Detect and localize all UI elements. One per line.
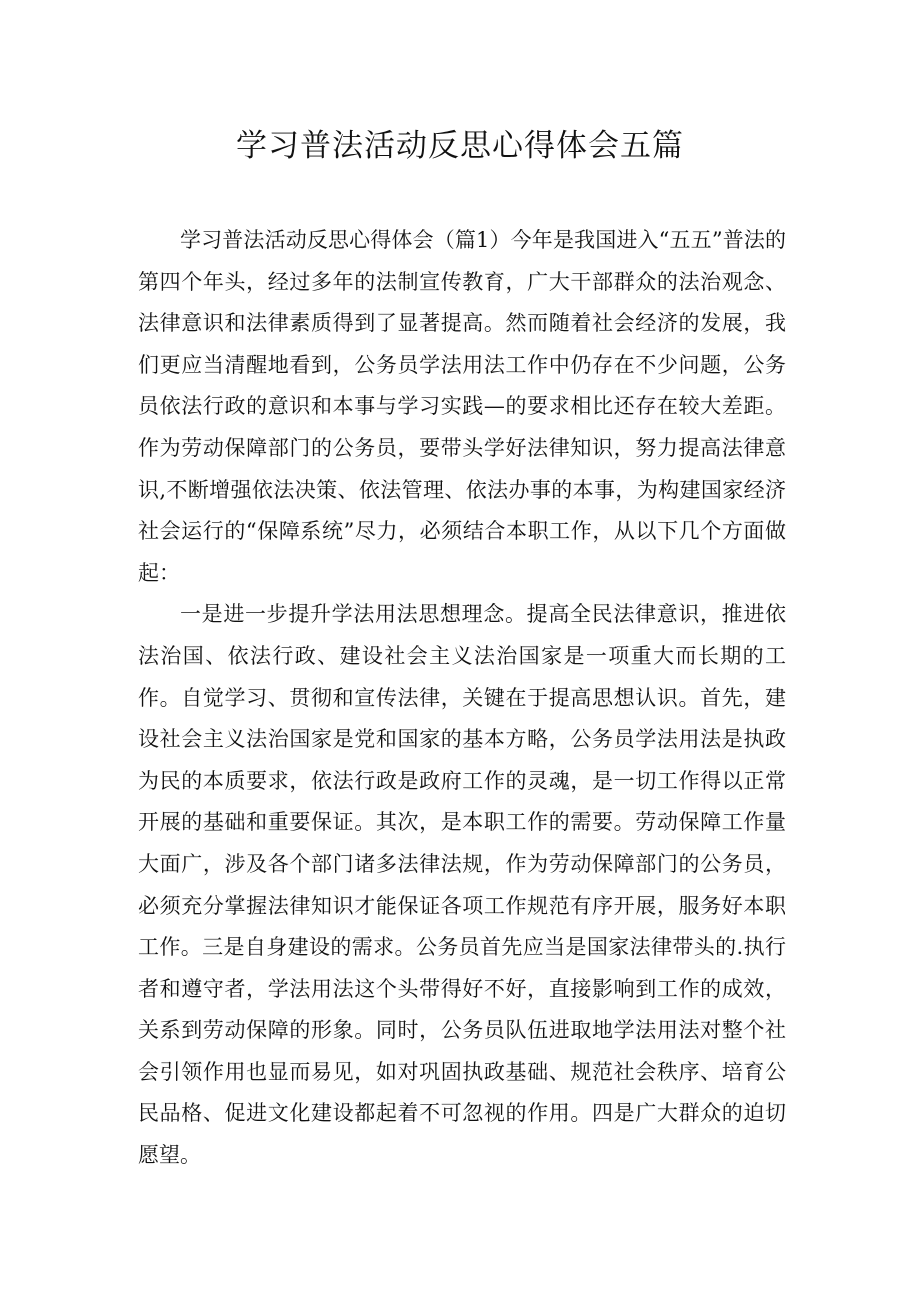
document-body [138,220,786,1177]
document-title: 学习普法活动反思心得体会五篇 [236,128,684,164]
paragraph-point-one: 一是进一步提升学法用法思想理念。提高全民法律意识，推进依法治国、依法行政、建设社会主义法治国家是一项重大而长期的工作。自觉学习、贯彻和宣传法律，关键在于提高思想认识。首先，建设社会主义法治国家是党和国家的基本方略，公务员学法用法是执政为民的本质要求，依法行政是政府工作的灵魂，是一切工作得以正常开展的基础和重要保证。其次，是本职工作的需要。劳动保障工作量大面广，涉及各个部门诸多法律法规，作为劳动保障部门的公务员，必须充分掌握法律知识才能保证各项工作规范有序开展，服务好本职工作。三是自身建设的需求。公务员首先应当是国家法律带头的.执行者和遵守者，学法用法这个头带得好不好，直接影响到工作的成效，关系到劳动保障的形象。同时，公务员队伍进取地学法用法对整个社会引领作用也显而易见，如对巩固执政基础、规范社会秩序、培育公民品格、促进文化建设都起着不可忽视的作用。四是广大群众的迫切愿望。 [138,602,786,1168]
paragraph-intro: 学习普法活动反思心得体会（篇1）今年是我国进入“五五”普法的第四个年头，经过多年的法制宣传教育，广大干部群众的法治观念、法律意识和法律素质得到了显著提高。然而随着社会经济的发展，我们更应当清醒地看到，公务员学法用法工作中仍存在不少问题，公务员依法行政的意识和本事与学习实践—的要求相比还存在较大差距。作为劳动保障部门的公务员，要带头学好法律知识，努力提高法律意识,不断增强依法决策、依法管理、依法办事的本事，为构建国家经济社会运行的“保障系统”尽力，必须结合本职工作，从以下几个方面做起： [138,228,786,585]
